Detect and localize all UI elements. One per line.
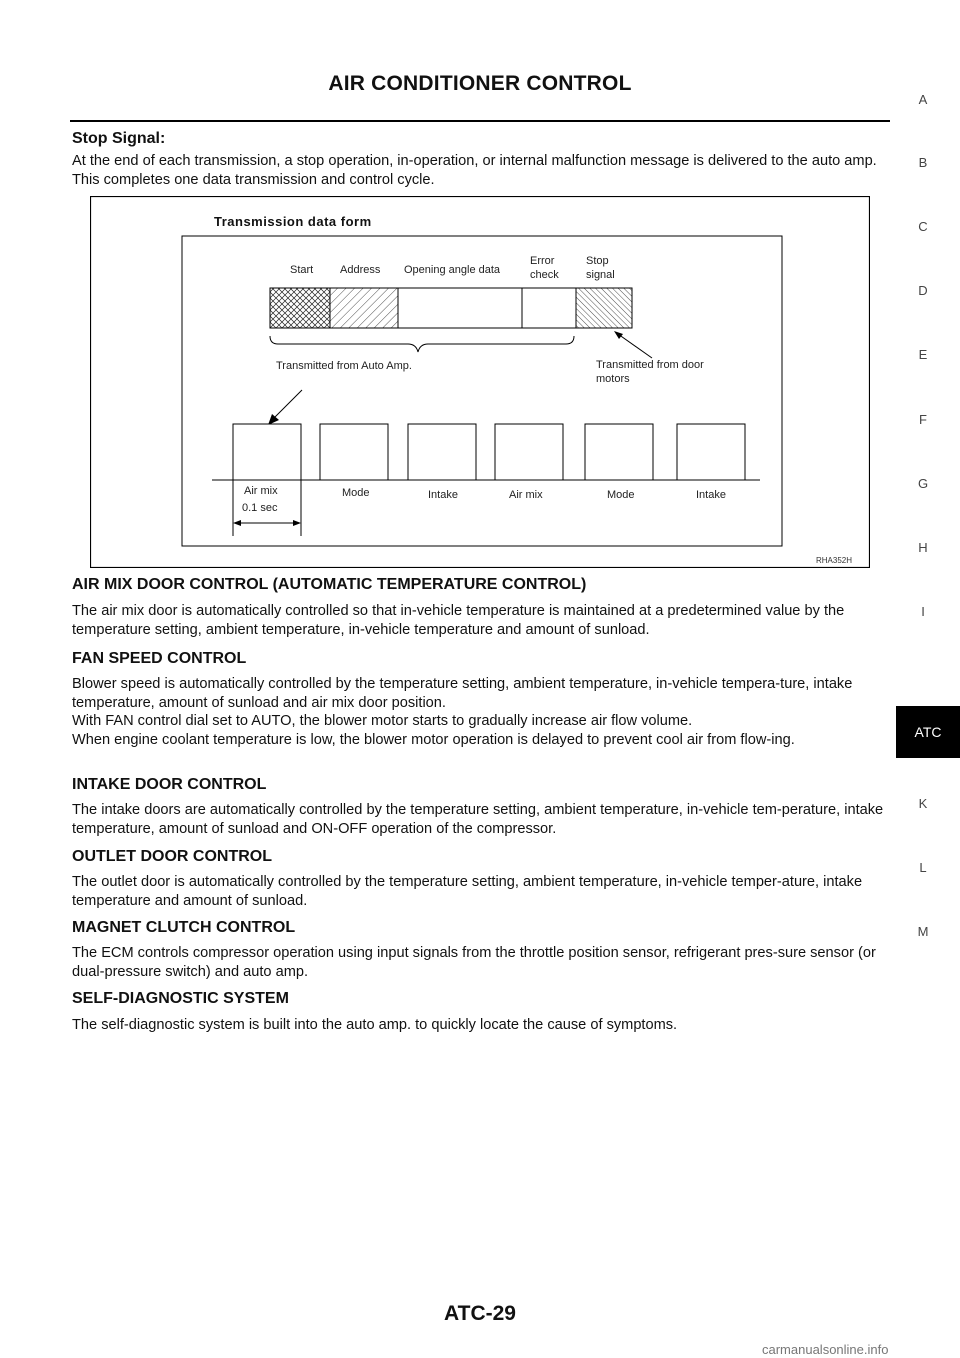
timeline-box bbox=[233, 424, 301, 480]
stop-signal-heading: Stop Signal: bbox=[72, 130, 166, 147]
fan-speed-paragraph-3: When engine coolant temperature is low, the blower motor operation is delayed to prevent cool air from flow-ing. bbox=[72, 732, 795, 748]
air-mix-paragraph: The air mix door is automatically controlled so that in-vehicle temperature is maintained at a predetermined value by the temperature setting, ambient temperature, in-vehicle temperature and amount of sunload. bbox=[72, 603, 845, 638]
intake-door-paragraph: The intake doors are automatically controlled by the temperature setting, ambient temperature, in-vehicle tem-perature, intake temperature, amount of sunload and ON-OFF operation of the compressor. bbox=[72, 802, 884, 837]
title-rule bbox=[70, 120, 890, 122]
outlet-door-paragraph: The outlet door is automatically controlled by the temperature setting, ambient temperature, in-vehicle temper-ature, intake temperature and amount of sunload. bbox=[72, 874, 863, 909]
figure-frame bbox=[91, 197, 870, 568]
watermark: carmanualsonline.info bbox=[762, 1342, 889, 1357]
figure-title: Transmission data form bbox=[214, 214, 372, 229]
side-index-d[interactable]: D bbox=[918, 283, 928, 298]
side-index-f[interactable]: F bbox=[919, 412, 927, 427]
magnet-clutch-heading: MAGNET CLUTCH CONTROL bbox=[72, 919, 296, 936]
outlet-door-heading: OUTLET DOOR CONTROL bbox=[72, 848, 272, 865]
side-index-l[interactable]: L bbox=[919, 860, 927, 875]
fan-speed-paragraph: Blower speed is automatically controlled by the temperature setting, ambient temperature, in-vehicle tempera-ture, intake temperature, amount of sunload and air mix door position. bbox=[72, 676, 853, 711]
self-diagnostic-heading: SELF-DIAGNOSTIC SYSTEM bbox=[72, 990, 289, 1007]
segment-start bbox=[270, 288, 330, 328]
timeline-label: Air mix bbox=[244, 485, 278, 497]
segment-stop-signal bbox=[576, 288, 632, 328]
side-index-g[interactable]: G bbox=[917, 476, 929, 491]
side-index-e[interactable]: E bbox=[918, 347, 928, 362]
timeline-box bbox=[677, 424, 745, 480]
side-index-atc-label: ATC bbox=[914, 724, 942, 740]
fan-speed-heading: FAN SPEED CONTROL bbox=[72, 650, 247, 667]
self-diagnostic-paragraph: The self-diagnostic system is built into the auto amp. to quickly locate the cause of symptoms. bbox=[72, 1017, 678, 1033]
side-index-c[interactable]: C bbox=[918, 219, 928, 234]
segment-address bbox=[330, 288, 398, 328]
timeline-label: Mode bbox=[342, 487, 370, 499]
label-address: Address bbox=[340, 264, 381, 276]
timeline-label: Intake bbox=[428, 489, 458, 501]
timeline-box bbox=[585, 424, 653, 480]
figure-code: RHA352H bbox=[816, 556, 853, 565]
timeline-box bbox=[320, 424, 388, 480]
timeline-label: Air mix bbox=[509, 489, 543, 501]
label-stop-signal: Stop signal bbox=[586, 255, 615, 281]
side-index-b[interactable]: B bbox=[918, 155, 928, 170]
side-index-m[interactable]: M bbox=[917, 924, 929, 939]
air-mix-heading: AIR MIX DOOR CONTROL (AUTOMATIC TEMPERATURE CONTROL) bbox=[72, 576, 587, 593]
transmission-data-figure bbox=[90, 196, 870, 568]
timeline-box bbox=[495, 424, 563, 480]
side-index-atc-tab[interactable] bbox=[896, 706, 960, 758]
timeline-label: Mode bbox=[607, 489, 635, 501]
side-index-k[interactable]: K bbox=[918, 796, 928, 811]
intake-door-heading: INTAKE DOOR CONTROL bbox=[72, 776, 267, 793]
label-from-auto-amp: Transmitted from Auto Amp. bbox=[276, 360, 412, 372]
side-index-a[interactable]: A bbox=[918, 92, 928, 107]
segment-error-check bbox=[522, 288, 576, 328]
segment-opening-angle bbox=[398, 288, 522, 328]
duration-label: 0.1 sec bbox=[242, 502, 278, 514]
label-from-door-motors: Transmitted from door motors bbox=[596, 359, 704, 385]
label-opening-angle: Opening angle data bbox=[404, 264, 501, 276]
figure-drawing bbox=[90, 196, 870, 568]
side-index-h[interactable]: H bbox=[918, 540, 928, 555]
fan-speed-paragraph-2: With FAN control dial set to AUTO, the blower motor starts to gradually increase air flow volume. bbox=[72, 713, 693, 729]
side-index-i[interactable]: I bbox=[921, 604, 925, 619]
label-error-check: Error check bbox=[530, 255, 559, 281]
timeline-label: Intake bbox=[696, 489, 726, 501]
label-start: Start bbox=[290, 264, 314, 276]
page-number: ATC-29 bbox=[444, 1302, 516, 1325]
stop-signal-paragraph: At the end of each transmission, a stop operation, in-operation, or internal malfunction message is delivered to the auto amp. This completes one data transmission and control cycle. bbox=[72, 153, 877, 188]
timeline-box bbox=[408, 424, 476, 480]
page-title: AIR CONDITIONER CONTROL bbox=[328, 72, 632, 95]
magnet-clutch-paragraph: The ECM controls compressor operation using input signals from the throttle position sensor, refrigerant pres-sure sensor (or dual-pressure switch) and auto amp. bbox=[72, 945, 876, 980]
